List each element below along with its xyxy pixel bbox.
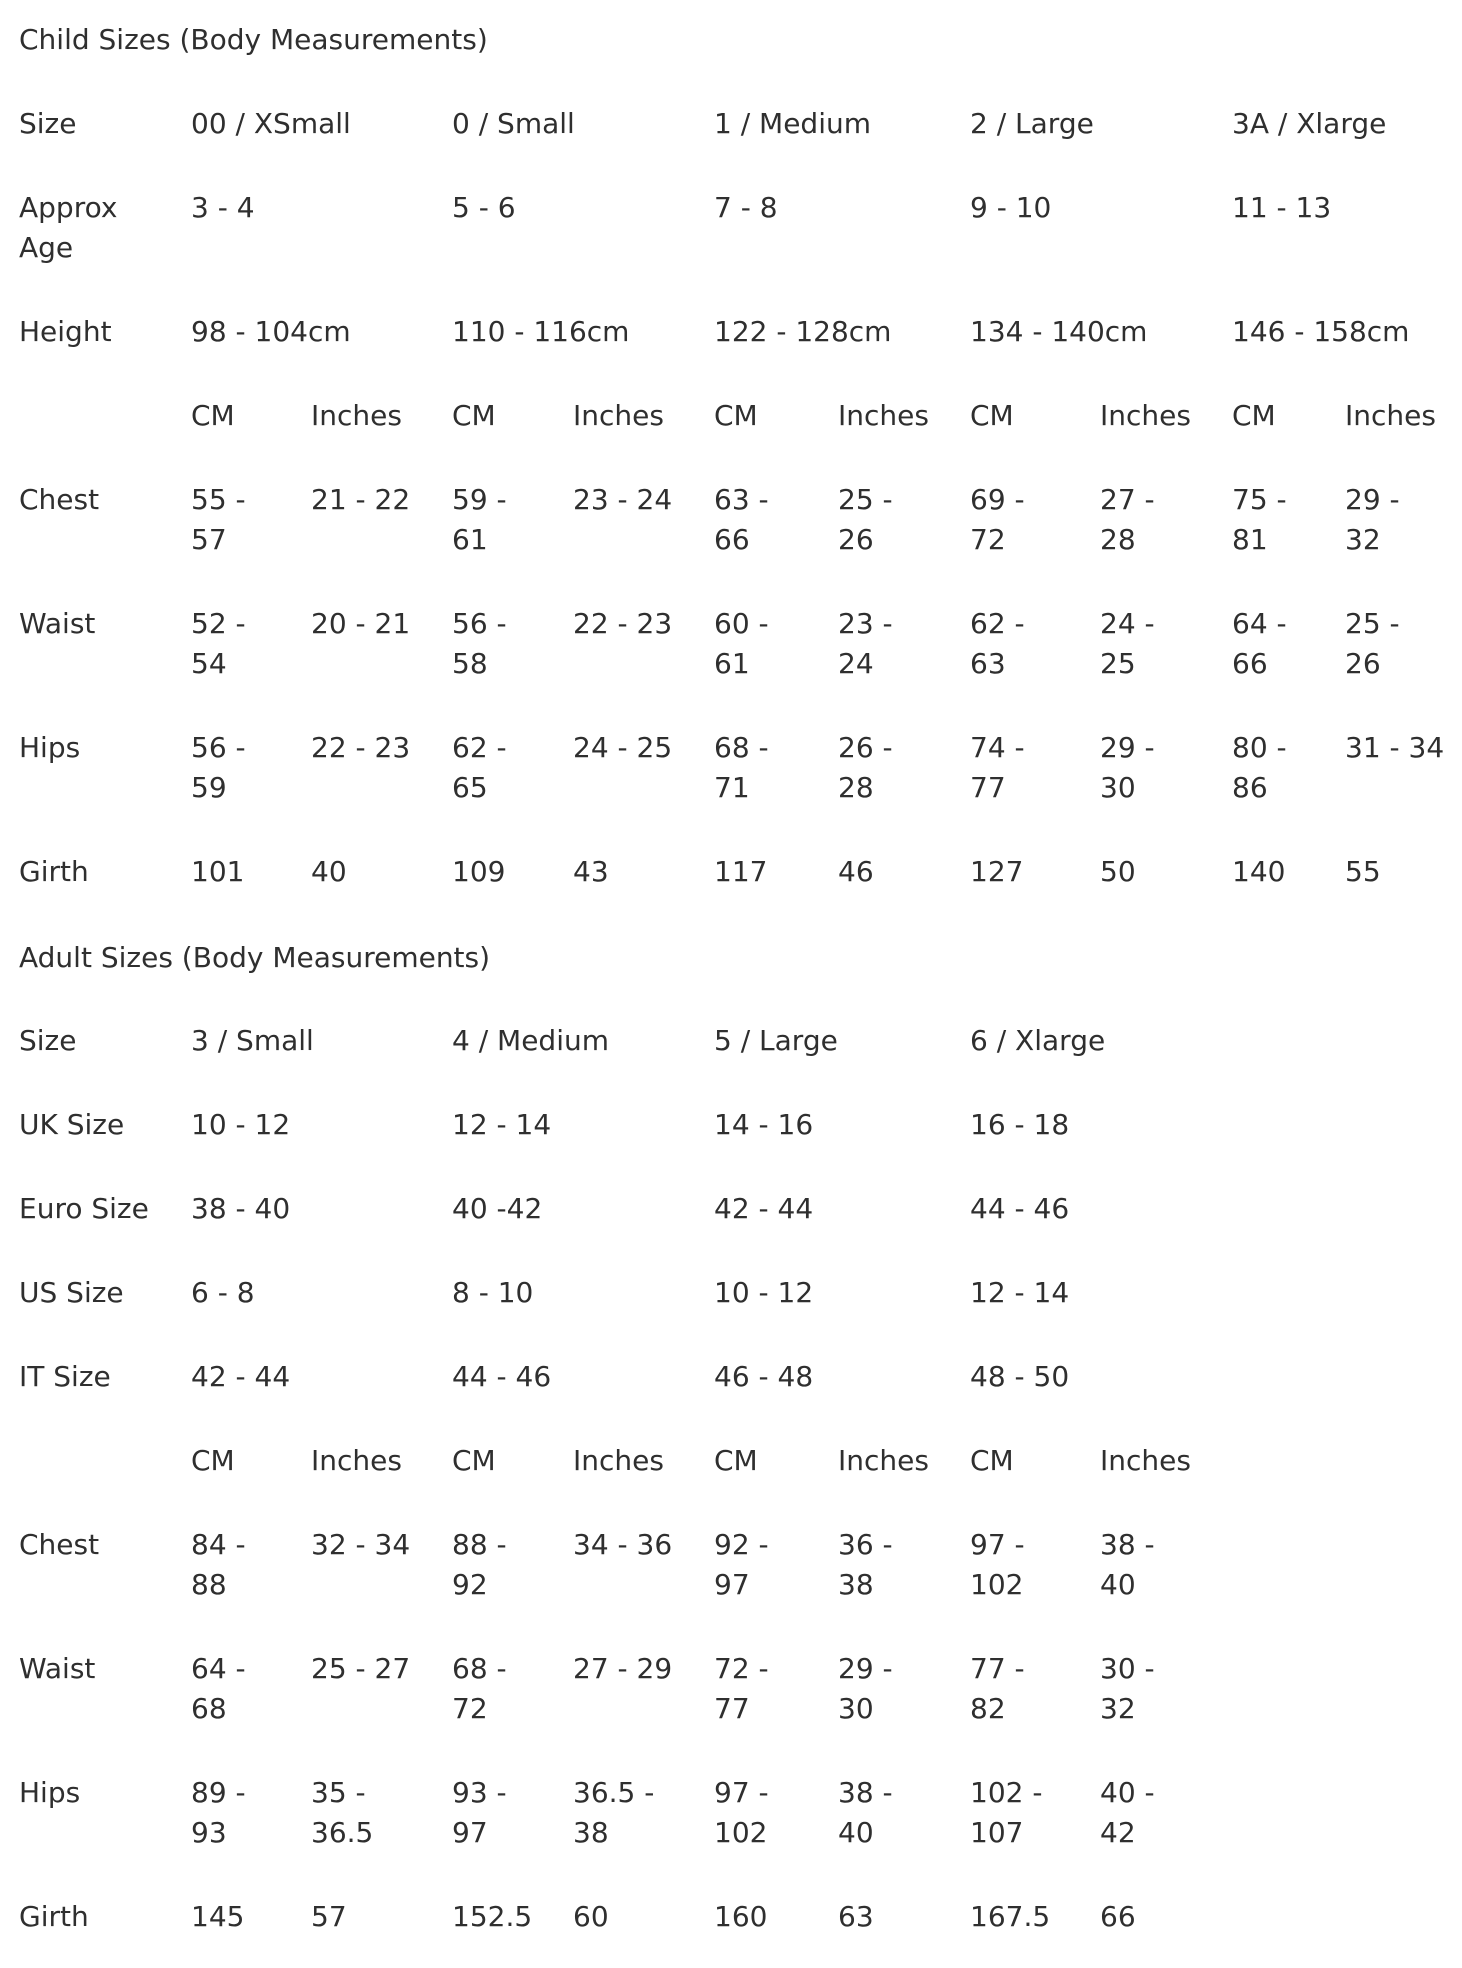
size-header: 00 / XSmall <box>191 107 351 140</box>
measurement-value: 38 <box>573 1816 609 1849</box>
unit-cm-header: CM <box>452 1444 496 1477</box>
measurement-value: 71 <box>714 771 750 804</box>
unit-inches-header: Inches <box>1100 1444 1191 1477</box>
measurement-value: 63 - <box>714 483 769 516</box>
measurement-value: 65 <box>452 771 488 804</box>
age-value: 5 - 6 <box>452 191 516 224</box>
measurement-value: 102 <box>714 1816 768 1849</box>
height-value: 122 - 128cm <box>714 315 892 348</box>
age-value: 3 - 4 <box>191 191 255 224</box>
row-label-us-size: US Size <box>19 1276 124 1309</box>
measurement-value: 92 - <box>714 1528 769 1561</box>
measurement-value: 56 - <box>191 731 246 764</box>
measurement-value: 140 <box>1232 855 1286 888</box>
unit-inches-header: Inches <box>311 1444 402 1477</box>
measurement-value: 107 <box>970 1816 1024 1849</box>
measurement-value: 32 <box>1100 1692 1136 1725</box>
size-equivalent-value: 48 - 50 <box>970 1360 1070 1393</box>
measurement-value: 29 - <box>1345 483 1400 516</box>
size-equivalent-value: 10 - 12 <box>714 1276 814 1309</box>
measurement-value: 52 - <box>191 607 246 640</box>
measurement-value: 38 - <box>838 1776 893 1809</box>
measurement-value: 34 - 36 <box>573 1528 673 1561</box>
measurement-value: 46 <box>838 855 874 888</box>
size-header: 3 / Small <box>191 1024 314 1057</box>
measurement-value: 30 <box>838 1692 874 1725</box>
measurement-value: 127 <box>970 855 1024 888</box>
measurement-value: 26 - <box>838 731 893 764</box>
row-label-hips: Hips <box>19 1776 81 1809</box>
measurement-value: 32 - 34 <box>311 1528 411 1561</box>
measurement-value: 38 - <box>1100 1528 1155 1561</box>
row-label-girth: Girth <box>19 855 89 888</box>
unit-cm-header: CM <box>970 399 1014 432</box>
unit-cm-header: CM <box>191 399 235 432</box>
measurement-value: 25 <box>1100 647 1136 680</box>
measurement-value: 64 - <box>1232 607 1287 640</box>
measurement-value: 28 <box>838 771 874 804</box>
measurement-value: 36.5 - <box>573 1776 655 1809</box>
measurement-value: 63 <box>838 1900 874 1933</box>
measurement-value: 101 <box>191 855 245 888</box>
age-value: 9 - 10 <box>970 191 1052 224</box>
measurement-value: 25 - 27 <box>311 1652 411 1685</box>
measurement-value: 72 - <box>714 1652 769 1685</box>
size-equivalent-value: 40 -42 <box>452 1192 543 1225</box>
measurement-value: 97 <box>714 1568 750 1601</box>
measurement-value: 97 <box>452 1816 488 1849</box>
measurement-value: 68 <box>191 1692 227 1725</box>
unit-inches-header: Inches <box>573 1444 664 1477</box>
unit-cm-header: CM <box>970 1444 1014 1477</box>
measurement-value: 77 <box>714 1692 750 1725</box>
measurement-value: 93 <box>191 1816 227 1849</box>
measurement-value: 68 - <box>714 731 769 764</box>
measurement-value: 60 - <box>714 607 769 640</box>
unit-inches-header: Inches <box>311 399 402 432</box>
size-equivalent-value: 44 - 46 <box>452 1360 552 1393</box>
size-equivalent-value: 10 - 12 <box>191 1108 291 1141</box>
measurement-value: 32 <box>1345 523 1381 556</box>
size-header: 1 / Medium <box>714 107 872 140</box>
size-equivalent-value: 42 - 44 <box>714 1192 814 1225</box>
measurement-value: 75 - <box>1232 483 1287 516</box>
age-value: 11 - 13 <box>1232 191 1332 224</box>
measurement-value: 88 <box>191 1568 227 1601</box>
measurement-value: 145 <box>191 1900 245 1933</box>
unit-cm-header: CM <box>714 1444 758 1477</box>
measurement-value: 61 <box>452 523 488 556</box>
measurement-value: 97 - <box>970 1528 1025 1561</box>
measurement-value: 55 <box>1345 855 1381 888</box>
measurement-value: 29 - <box>838 1652 893 1685</box>
measurement-value: 50 <box>1100 855 1136 888</box>
measurement-value: 92 <box>452 1568 488 1601</box>
unit-inches-header: Inches <box>838 1444 929 1477</box>
measurement-value: 62 - <box>970 607 1025 640</box>
measurement-value: 102 <box>970 1568 1024 1601</box>
measurement-value: 20 - 21 <box>311 607 411 640</box>
measurement-value: 25 - <box>1345 607 1400 640</box>
measurement-value: 117 <box>714 855 768 888</box>
row-label-waist: Waist <box>19 607 96 640</box>
size-header: 4 / Medium <box>452 1024 610 1057</box>
measurement-value: 62 - <box>452 731 507 764</box>
row-label-age: Age <box>19 231 74 264</box>
age-value: 7 - 8 <box>714 191 778 224</box>
measurement-value: 152.5 <box>452 1900 533 1933</box>
row-label-waist: Waist <box>19 1652 96 1685</box>
measurement-value: 167.5 <box>970 1900 1051 1933</box>
row-label-euro-size: Euro Size <box>19 1192 149 1225</box>
measurement-value: 160 <box>714 1900 768 1933</box>
size-equivalent-value: 16 - 18 <box>970 1108 1070 1141</box>
measurement-value: 40 <box>311 855 347 888</box>
size-equivalent-value: 8 - 10 <box>452 1276 534 1309</box>
measurement-value: 102 - <box>970 1776 1043 1809</box>
size-header: 6 / Xlarge <box>970 1024 1106 1057</box>
measurement-value: 24 <box>838 647 874 680</box>
measurement-value: 77 - <box>970 1652 1025 1685</box>
measurement-value: 23 - 24 <box>573 483 673 516</box>
measurement-value: 89 - <box>191 1776 246 1809</box>
measurement-value: 69 - <box>970 483 1025 516</box>
size-equivalent-value: 46 - 48 <box>714 1360 814 1393</box>
measurement-value: 55 - <box>191 483 246 516</box>
size-equivalent-value: 44 - 46 <box>970 1192 1070 1225</box>
size-header: 0 / Small <box>452 107 575 140</box>
size-equivalent-value: 12 - 14 <box>452 1108 552 1141</box>
measurement-value: 35 - <box>311 1776 366 1809</box>
unit-cm-header: CM <box>714 399 758 432</box>
measurement-value: 88 - <box>452 1528 507 1561</box>
measurement-value: 31 - 34 <box>1345 731 1445 764</box>
height-value: 98 - 104cm <box>191 315 351 348</box>
size-equivalent-value: 6 - 8 <box>191 1276 255 1309</box>
measurement-value: 26 <box>838 523 874 556</box>
size-equivalent-value: 12 - 14 <box>970 1276 1070 1309</box>
measurement-value: 40 - <box>1100 1776 1155 1809</box>
unit-cm-header: CM <box>452 399 496 432</box>
measurement-value: 86 <box>1232 771 1268 804</box>
measurement-value: 26 <box>1345 647 1381 680</box>
row-label-hips: Hips <box>19 731 81 764</box>
measurement-value: 97 - <box>714 1776 769 1809</box>
measurement-value: 29 - <box>1100 731 1155 764</box>
height-value: 146 - 158cm <box>1232 315 1410 348</box>
measurement-value: 59 - <box>452 483 507 516</box>
size-header: 3A / Xlarge <box>1232 107 1387 140</box>
measurement-value: 25 - <box>838 483 893 516</box>
row-label-height: Height <box>19 315 112 348</box>
measurement-value: 54 <box>191 647 227 680</box>
height-value: 110 - 116cm <box>452 315 630 348</box>
measurement-value: 24 - <box>1100 607 1155 640</box>
measurement-value: 58 <box>452 647 488 680</box>
measurement-value: 22 - 23 <box>311 731 411 764</box>
measurement-value: 61 <box>714 647 750 680</box>
measurement-value: 36.5 <box>311 1816 374 1849</box>
size-equivalent-value: 14 - 16 <box>714 1108 814 1141</box>
measurement-value: 82 <box>970 1692 1006 1725</box>
measurement-value: 22 - 23 <box>573 607 673 640</box>
measurement-value: 60 <box>573 1900 609 1933</box>
row-label-it-size: IT Size <box>19 1360 111 1393</box>
adult-sizes-title: Adult Sizes (Body Measurements) <box>19 941 491 974</box>
measurement-value: 63 <box>970 647 1006 680</box>
measurement-value: 21 - 22 <box>311 483 411 516</box>
unit-inches-header: Inches <box>1345 399 1436 432</box>
measurement-value: 27 - <box>1100 483 1155 516</box>
measurement-value: 43 <box>573 855 609 888</box>
measurement-value: 59 <box>191 771 227 804</box>
row-label-girth: Girth <box>19 1900 89 1933</box>
size-header: 2 / Large <box>970 107 1094 140</box>
child-sizes-title: Child Sizes (Body Measurements) <box>19 23 488 56</box>
unit-inches-header: Inches <box>1100 399 1191 432</box>
row-label-age: Approx <box>19 191 118 224</box>
row-label-size: Size <box>19 107 77 140</box>
measurement-value: 57 <box>191 523 227 556</box>
measurement-value: 72 <box>970 523 1006 556</box>
measurement-value: 109 <box>452 855 506 888</box>
measurement-value: 93 - <box>452 1776 507 1809</box>
measurement-value: 42 <box>1100 1816 1136 1849</box>
measurement-value: 30 <box>1100 771 1136 804</box>
unit-inches-header: Inches <box>838 399 929 432</box>
measurement-value: 40 <box>838 1816 874 1849</box>
measurement-value: 27 - 29 <box>573 1652 673 1685</box>
row-label-uk-size: UK Size <box>19 1108 125 1141</box>
measurement-value: 84 - <box>191 1528 246 1561</box>
measurement-value: 66 <box>1232 647 1268 680</box>
measurement-value: 36 - <box>838 1528 893 1561</box>
unit-inches-header: Inches <box>573 399 664 432</box>
row-label-chest: Chest <box>19 483 100 516</box>
measurement-value: 40 <box>1100 1568 1136 1601</box>
row-label-size: Size <box>19 1024 77 1057</box>
measurement-value: 81 <box>1232 523 1268 556</box>
size-equivalent-value: 38 - 40 <box>191 1192 291 1225</box>
height-value: 134 - 140cm <box>970 315 1148 348</box>
measurement-value: 57 <box>311 1900 347 1933</box>
unit-cm-header: CM <box>191 1444 235 1477</box>
row-label-chest: Chest <box>19 1528 100 1561</box>
measurement-value: 68 - <box>452 1652 507 1685</box>
measurement-value: 77 <box>970 771 1006 804</box>
size-equivalent-value: 42 - 44 <box>191 1360 291 1393</box>
measurement-value: 28 <box>1100 523 1136 556</box>
measurement-value: 74 - <box>970 731 1025 764</box>
measurement-value: 64 - <box>191 1652 246 1685</box>
unit-cm-header: CM <box>1232 399 1276 432</box>
size-header: 5 / Large <box>714 1024 838 1057</box>
measurement-value: 56 - <box>452 607 507 640</box>
measurement-value: 38 <box>838 1568 874 1601</box>
measurement-value: 66 <box>1100 1900 1136 1933</box>
measurement-value: 72 <box>452 1692 488 1725</box>
measurement-value: 66 <box>714 523 750 556</box>
measurement-value: 23 - <box>838 607 893 640</box>
measurement-value: 80 - <box>1232 731 1287 764</box>
measurement-value: 30 - <box>1100 1652 1155 1685</box>
measurement-value: 24 - 25 <box>573 731 673 764</box>
